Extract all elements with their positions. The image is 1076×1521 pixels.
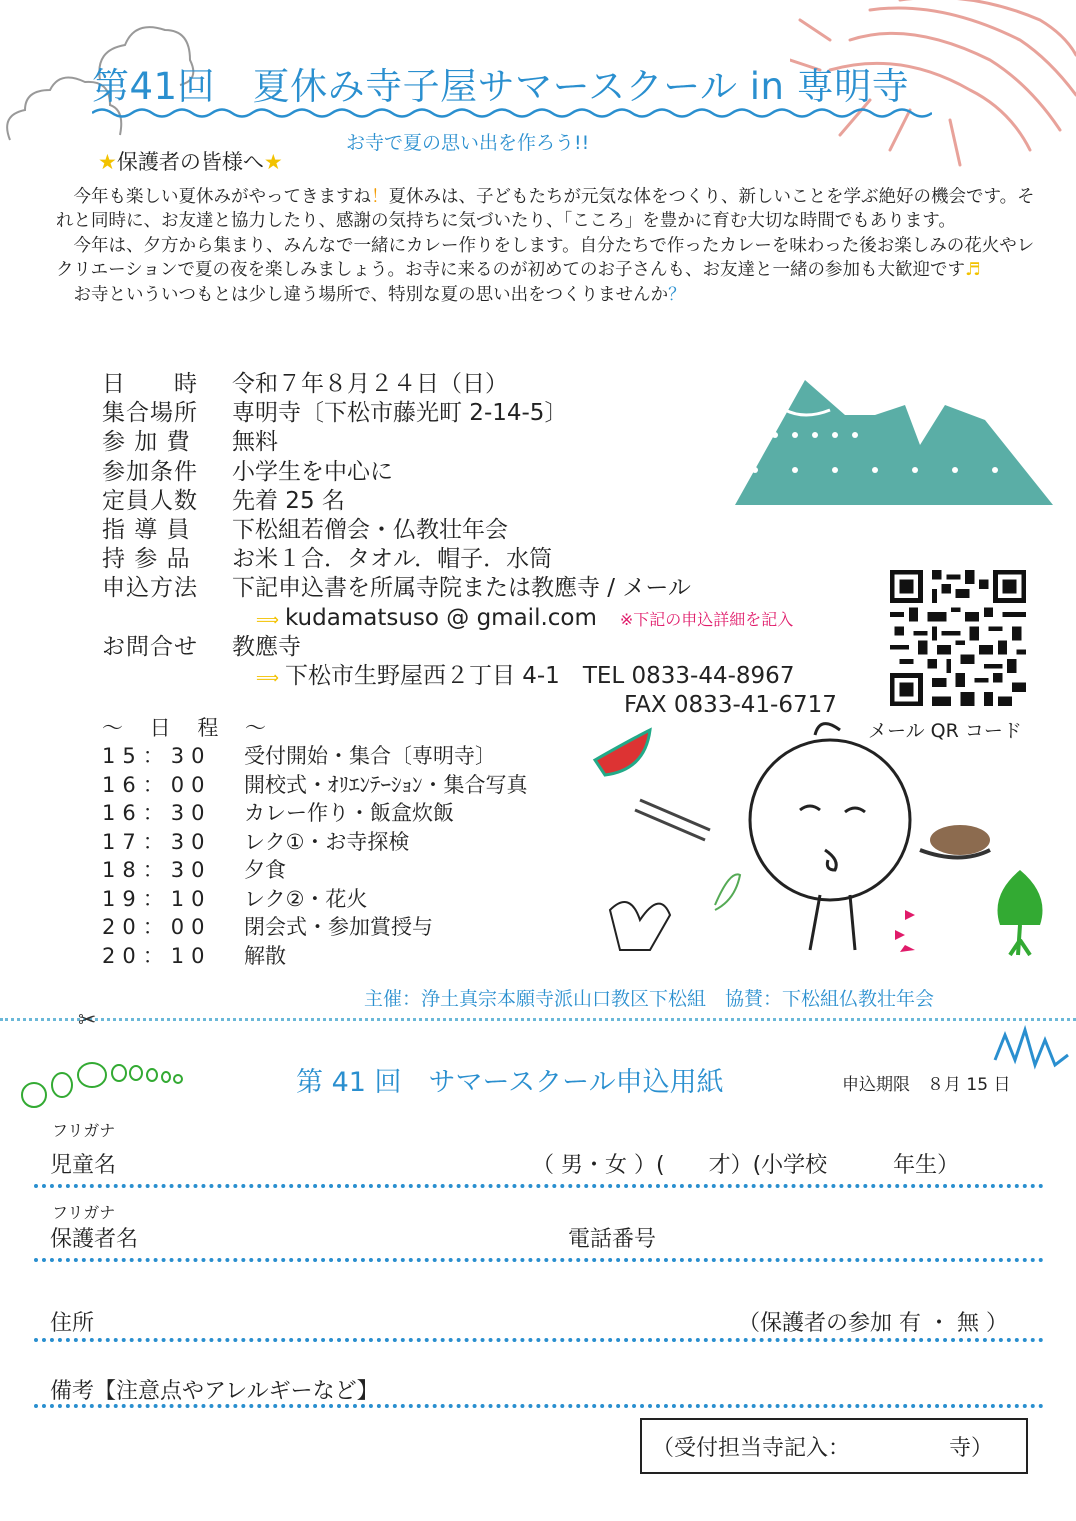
form-title: 第 41 回 サマースクール申込用紙 [296,1067,724,1098]
child-name-line[interactable] [34,1184,1044,1188]
info-row-bring [102,545,837,574]
info-label: 定員人数 [102,487,198,514]
intro-p3: お寺といういつもとは少し違う場所で、特別な夏の思い出をつくりませんか [73,284,669,305]
greeting [98,146,283,176]
schedule-event: レク①・お寺探検 [244,829,410,854]
info-row-contact [102,633,837,662]
question-mark: ？ [668,284,686,305]
furigana-label: フリガナ [52,1203,116,1222]
intro-paragraph-1 [56,185,1036,234]
info-value: 教應寺 [232,633,301,660]
info-label: 参 加 費 [102,429,191,456]
star-icon: ★ [263,150,283,174]
star-icon: ★ [98,150,117,174]
info-label: 持 参 品 [102,546,191,573]
child-gender-age-field[interactable]: （ 男・女 ）( 才）(小学校 年生） [532,1153,960,1178]
info-label: 参加条件 [102,458,198,485]
sponsor-line: 主催：浄土真宗本願寺派山口教区下松組 協賛：下松組仏教壮年会 [364,988,935,1010]
music-note-icon: ♬ [964,260,981,281]
zigzag-illustration [990,1025,1070,1075]
info-value: 無料 [232,429,278,456]
page-title: 第41回 夏休み寺子屋サマースクール in 専明寺 [92,65,910,108]
schedule-item [102,913,528,942]
schedule-time: 20：00 [102,915,212,939]
info-value: 令和７年８月２４日（日） [232,371,508,397]
schedule-item [102,942,528,971]
furigana-label: フリガナ [52,1121,116,1140]
schedule-item [102,885,528,914]
intro-p1b: 夏休みは、子どもたちが元気な体をつくり、新しいことを学ぶ絶好の機会です。それと同時に、お友達と協力したり、感謝の気持ちに気づいたり、「こころ」を豊かに育む大切な時間でもあります。 [56,187,1035,232]
info-label: 指 導 員 [102,516,191,543]
arrow-icon: ⟹ [256,667,279,687]
child-name-label: 児童名 [50,1153,117,1178]
schedule-time: 16：00 [102,772,212,797]
guardian-join-field[interactable]: （保護者の参加 有 ・ 無 ） [738,1311,1008,1336]
info-value: お米１合．タオル．帽子．水筒 [232,546,553,573]
schedule-event: カレー作り・飯盒炊飯 [244,801,454,825]
qr-code-icon[interactable] [890,570,1026,706]
guardian-name-line[interactable] [34,1258,1044,1262]
info-value: 先着 25 名 [232,487,345,514]
info-value: 専明寺〔下松市藤光町 2-14-5〕 [232,400,568,427]
event-info [102,370,837,720]
schedule-item [102,856,528,885]
email-note: ※下記の申込詳細を記入 [619,609,794,629]
info-label: お問合せ [102,633,198,660]
schedule-event: 受付開始・集合〔専明寺〕 [244,744,496,768]
info-row-email [102,604,837,633]
info-row-apply [102,574,837,603]
schedule-item [102,742,528,771]
info-row-leader [102,516,837,545]
notes-line[interactable] [34,1404,1044,1408]
caterpillar-illustration [14,1055,184,1115]
schedule-time: 15：30 [102,744,212,768]
scissors-icon: ✂ [78,1008,97,1033]
schedule-time: 16：30 [102,801,212,825]
email-address[interactable]: kudamatsuso @ gmail.com [284,604,597,631]
address-label: 住所 [50,1311,95,1336]
guardian-name-label: 保護者名 [50,1227,139,1252]
schedule-time: 17：30 [102,829,212,854]
arrow-icon: ⟹ [256,609,279,629]
info-label: 申込方法 [102,575,198,602]
info-row-address [102,662,837,691]
info-label: 集合場所 [102,400,198,427]
info-label: 日 時 [102,371,198,397]
schedule-time: 18：30 [102,858,212,882]
intro-p1a: 今年も楽しい夏休みがやってきますね [73,187,371,207]
schedule-time: 19：10 [102,886,212,911]
info-row-capacity [102,487,837,516]
info-row-date [102,370,837,399]
schedule-list [102,742,528,970]
info-row-fee [102,428,837,457]
subtitle: お寺で夏の思い出を作ろう!! [346,132,590,154]
notes-label: 備考【注意点やアレルギーなど】 [50,1379,379,1404]
info-value: 小学生を中心に [232,458,393,485]
contact-fax: FAX 0833-41-6717 [624,692,837,719]
info-value: 下松組若僧会・仏教壮年会 [232,516,508,543]
qr-code-label: メール QR コード [868,720,1022,742]
greeting-text: 保護者の皆様へ [116,150,264,174]
cut-line [0,1018,1076,1021]
info-row-condition [102,458,837,487]
intro-p2: 今年は、夕方から集まり、みんなで一緒にカレー作りをします。自分たちで作ったカレーを味わった後お楽しみの花火やレクリエーションで夏の夜を楽しみましょう。お寺に来るのが初めてのお子さんも、お友達と一緒の参加も大歓迎です [56,235,1035,281]
schedule-event: 閉会式・参加賞授与 [244,915,433,939]
receipt-box [640,1418,1028,1474]
contact-address: 下松市生野屋西２丁目 4-1 TEL 0833-44-8967 [284,662,795,689]
address-line[interactable] [34,1338,1044,1342]
form-deadline: 申込期限 ８月 15 日 [842,1075,1011,1095]
intro-paragraph-2 [56,234,1036,283]
receipt-text: （受付担当寺記入： 寺） [652,1435,994,1461]
schedule-event: 夕食 [244,858,286,882]
exclamation-mark: ！ [371,187,389,207]
schedule-event: 解散 [244,943,286,968]
info-value: 下記申込書を所属寺院または教應寺 / メール [232,575,691,602]
info-row-place [102,399,837,428]
schedule-title: ～ 日 程 ～ [102,716,277,740]
intro-paragraph-3 [56,283,1036,307]
schedule-item [102,828,528,857]
schedule-event: 開校式・ｵﾘｴﾝﾃｰｼｮﾝ・集合写真 [244,772,528,797]
schedule-time: 20：10 [102,943,212,968]
schedule-event: レク②・花火 [244,886,368,911]
phone-label: 電話番号 [568,1227,657,1252]
schedule-item [102,799,528,828]
schedule-item [102,771,528,800]
child-illustration [590,720,1050,970]
intro-text [56,185,1036,307]
title-wave-underline [92,106,932,120]
